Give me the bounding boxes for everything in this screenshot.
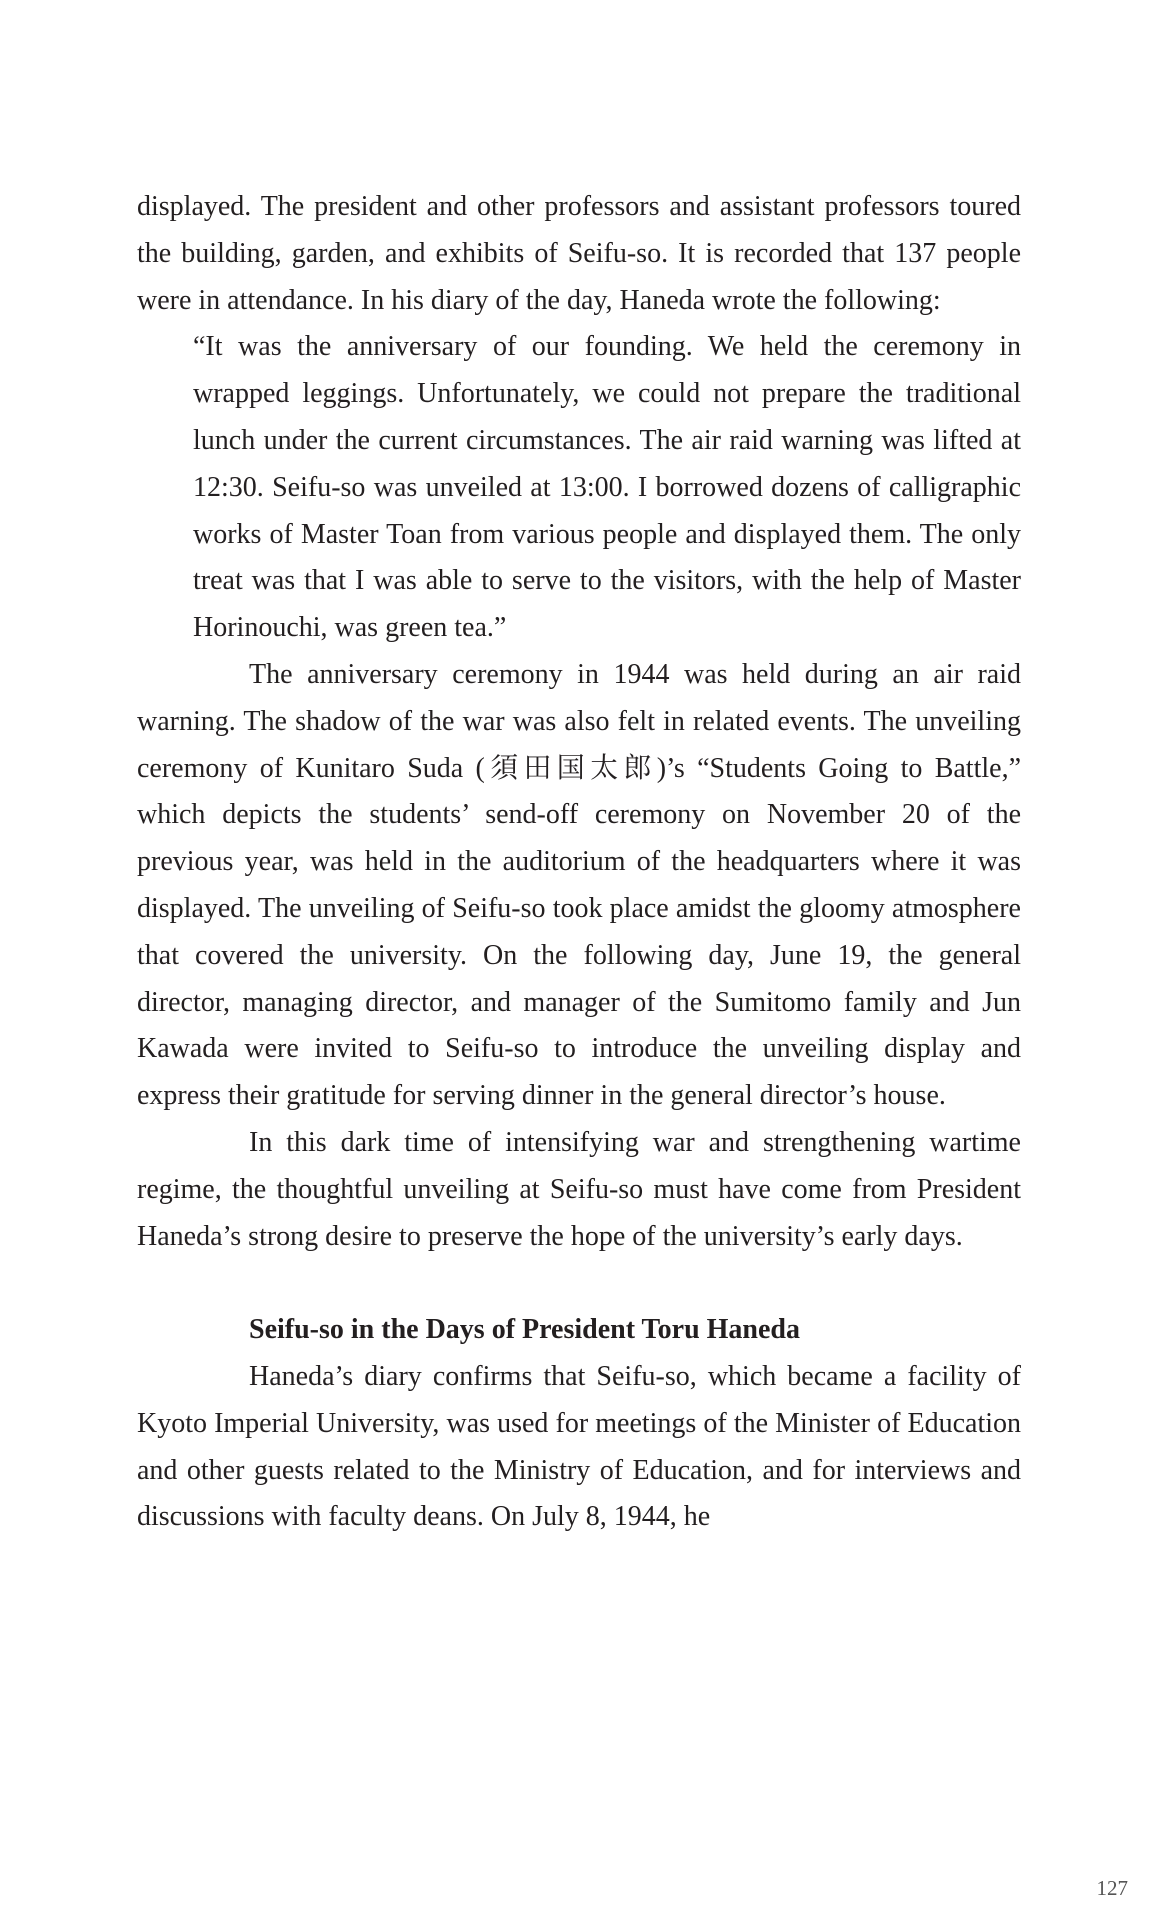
- paragraph-anniversary: The anniversary ceremony in 1944 was held during an air raid warning. The shadow of the war was also felt in related events. The unveiling ceremony of Kunitaro Suda (須田国太郎)’s “Students Going to Battle,” which depicts the students’ send-off ceremony on November 20 of the previous year, was held in the auditorium of the headquarters where it was displayed. The unveiling of Seifu-so took place amidst the gloomy atmosphere that covered the university. On the following day, June 19, the general director, managing director, and manager of the Sumitomo family and Jun Kawada were invited to Seifu-so to introduce the unveiling display and express their gratitude for serving dinner in the general director’s house.: [137, 658, 1021, 1112]
- section-heading: Seifu-so in the Days of President Toru Haneda: [249, 1314, 800, 1346]
- paragraph-dark-time: In this dark time of intensifying war and strengthening wartime regime, the thoughtful unveiling at Seifu-so must have come from President Haneda’s strong desire to preserve the hope of the university’s early days.: [137, 1126, 1021, 1252]
- body-text: [137, 184, 1021, 1541]
- paragraph-continued: displayed. The president and other professors and assistant professors toured the building, garden, and exhibits of Seifu-so. It is recorded that 137 people were in attendance. In his diary of the day, Haneda wrote the following:: [137, 191, 1021, 316]
- paragraph-haneda-diary: Haneda’s diary confirms that Seifu-so, which became a facility of Kyoto Imperial University, was used for meetings of the Minister of Education and other guests related to the Ministry of Education, and for interviews and discussions with faculty deans. On July 8, 1944, he: [137, 1360, 1021, 1533]
- page-number: 127: [1096, 1876, 1128, 1900]
- diary-quotation: “It was the anniversary of our founding. We held the ceremony in wrapped leggings. Unfortunately, we could not prepare the traditional lunch under the current circumstances. The air raid warning was lifted at 12:30. Seifu-so was unveiled at 13:00. I borrowed dozens of calligraphic works of Master Toan from various people and displayed them. The only treat was that I was able to serve to the visitors, with the help of Master Horinouchi, was green tea.”: [193, 331, 1021, 644]
